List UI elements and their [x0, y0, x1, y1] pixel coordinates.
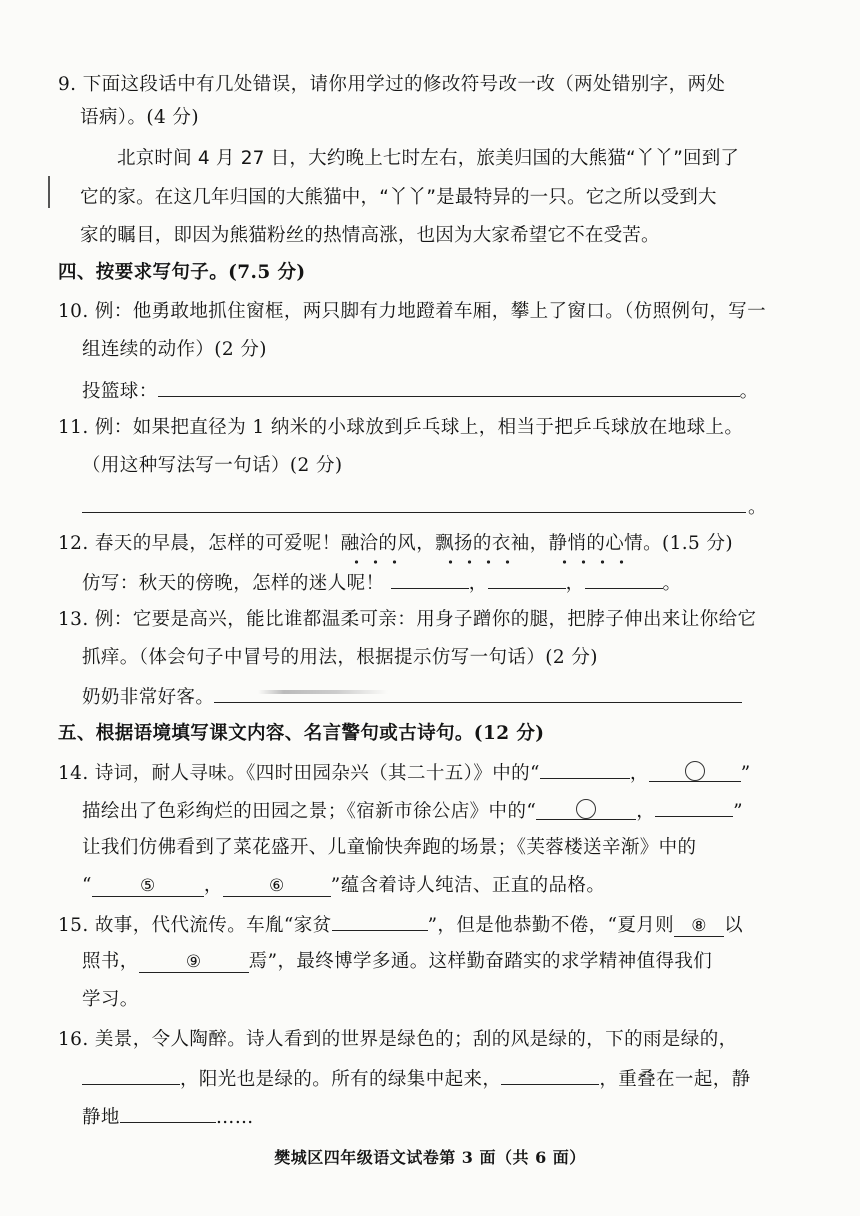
q16-line2-text: ，阳光也是绿的。所有的绿集中起来， [180, 1069, 502, 1090]
q15-blank-7[interactable] [332, 910, 428, 931]
q14-line1-text: 14. 诗词，耐人寻味。《四时田园杂兴（其二十五）》中的“ [58, 763, 540, 784]
q16-blank-1[interactable] [82, 1064, 180, 1085]
q14-comma2: ， [636, 801, 656, 822]
q12-line1 [58, 530, 733, 558]
q14-close2: ” [733, 801, 743, 822]
q14-line4-text: ”蕴含着诗人纯洁、正直的品格。 [330, 875, 606, 896]
q15-mark-8: ⑧ [691, 916, 707, 936]
q16-line2 [82, 1064, 751, 1094]
q14-blank-3-mark [576, 799, 596, 819]
q11-line2: （用这种写法写一句话）(2 分) [82, 455, 343, 476]
margin-mark [48, 176, 50, 208]
q14-mark-6: ⑥ [268, 876, 285, 896]
q13-line1: 13. 例：它要是高兴，能比谁都温柔可亲：用身子蹭你的腿，把脖子伸出来让你给它 [58, 609, 757, 630]
q12-suffix: 。(1.5 分) [643, 533, 733, 554]
q12-phrase-3: 静悄的心情 [549, 530, 644, 558]
q15-mark-9: ⑨ [185, 952, 202, 972]
q13-prompt: 奶奶非常好客。 [82, 687, 215, 708]
q9-line1: 9. 下面这段话中有几处错误，请你用学过的修改符号改一改（两处错别字，两处 [58, 74, 726, 95]
q12-line2 [82, 568, 681, 598]
q11-answer-blank[interactable] [82, 512, 746, 513]
q12-comma1: ， [468, 573, 488, 594]
q16-line3-text: 静地 [82, 1107, 120, 1128]
q14-comma3: ， [203, 875, 223, 896]
q14-close1: ” [740, 763, 751, 784]
q12-end: 。 [662, 573, 682, 594]
q12-phrase-1: 融洽的风 [341, 530, 417, 558]
q14-line4 [82, 872, 605, 900]
page-footer: 樊城区四年级语文试卷第 3 面（共 6 面） [274, 1148, 586, 1167]
q12-phrase-2: 飘扬的衣袖 [435, 530, 530, 558]
q15-line1-mid: ”，但是他恭勤不倦，“夏月则 [427, 915, 675, 936]
q14-open: “ [82, 875, 92, 896]
q12-blank-3[interactable] [585, 568, 663, 589]
q15-blank-8[interactable] [674, 916, 724, 937]
q12-blank-2[interactable] [488, 568, 566, 589]
q16-blank-3[interactable] [120, 1102, 216, 1123]
q12-blank-1[interactable] [391, 568, 469, 589]
q10-answer-blank[interactable] [158, 376, 740, 397]
q15-line2-text: 照书， [82, 951, 139, 972]
scan-smudge [258, 690, 388, 694]
q12-prefix: 12. 春天的早晨，怎样的可爱呢！ [58, 533, 341, 554]
q14-line1 [58, 758, 751, 788]
q14-blank-6[interactable] [223, 876, 331, 897]
q15-blank-9[interactable] [139, 952, 249, 973]
q12-prompt: 仿写：秋天的傍晚，怎样的迷人呢！ [82, 573, 385, 594]
q14-line3: 让我们仿佛看到了菜花盛开、儿童愉快奔跑的场景；《芙蓉楼送辛渐》中的 [82, 837, 697, 858]
q11-line1: 11. 例：如果把直径为 1 纳米的小球放到乒乓球上，相当于把乒乓球放在地球上。 [58, 417, 744, 438]
q16-line1: 16. 美景，令人陶醉。诗人看到的世界是绿色的；刮的风是绿的，下的雨是绿的， [58, 1029, 738, 1050]
q13-line2: 抓痒。（体会句子中冒号的用法，根据提示仿写一句话）(2 分) [82, 647, 598, 668]
q9-line2: 语病）。(4 分) [80, 107, 199, 128]
q16-blank-2[interactable] [501, 1064, 599, 1085]
q16-line3 [82, 1102, 254, 1132]
q12-comma2: ， [565, 573, 585, 594]
q9-passage-line3: 家的瞩目，即因为熊猫粉丝的热情高涨，也因为大家希望它不在受苦。 [80, 225, 660, 246]
q11-end: 。 [748, 497, 767, 518]
q13-answer-row [82, 682, 742, 712]
q10-line2: 组连续的动作）(2 分) [82, 339, 267, 360]
q15-line1-end: 以 [724, 915, 743, 936]
q12-sep1: ， [416, 533, 436, 554]
q14-line2 [82, 796, 743, 826]
q14-blank-2-mark [685, 761, 705, 781]
q10-answer-row [82, 376, 759, 406]
q16-line2-rest: ，重叠在一起，静 [599, 1069, 751, 1090]
q14-blank-5[interactable] [92, 876, 204, 897]
q14-blank-3[interactable] [536, 799, 636, 820]
q15-line2-rest: 焉”，最终博学多通。这样勤奋踏实的求学精神值得我们 [248, 951, 713, 972]
q9-passage-line1: 北京时间 4 月 27 日，大约晚上七时左右，旅美归国的大熊猫“丫丫”回到了 [117, 148, 740, 169]
q10-line1: 10. 例：他勇敢地抓住窗框，两只脚有力地蹬着车厢，攀上了窗口。（仿照例句，写一 [58, 301, 767, 322]
section4-title: 四、按要求写句子。(7.5 分) [58, 262, 306, 283]
q14-mark-5: ⑤ [140, 876, 156, 896]
q15-line1-text: 15. 故事，代代流传。车胤“家贫 [58, 915, 332, 936]
q12-sep2: ， [529, 533, 549, 554]
q14-line2-text: 描绘出了色彩绚烂的田园之景；《宿新市徐公店》中的“ [82, 801, 537, 822]
section5-title: 五、根据语境填写课文内容、名言警句或古诗句。(12 分) [58, 723, 545, 744]
q10-prompt: 投篮球： [82, 381, 158, 402]
q14-blank-2[interactable] [649, 761, 741, 782]
q14-blank-1[interactable] [540, 758, 630, 779]
q16-ellipsis: …… [215, 1107, 254, 1128]
q14-blank-4[interactable] [655, 796, 733, 817]
q9-passage-line2: 它的家。在这几年归国的大熊猫中，“丫丫”是最特异的一只。它之所以受到大 [80, 187, 717, 208]
q15-line3: 学习。 [82, 989, 139, 1010]
q15-line2 [82, 948, 712, 976]
q10-end: 。 [739, 381, 759, 402]
q14-comma1: ， [629, 763, 649, 784]
q15-line1 [58, 910, 743, 940]
